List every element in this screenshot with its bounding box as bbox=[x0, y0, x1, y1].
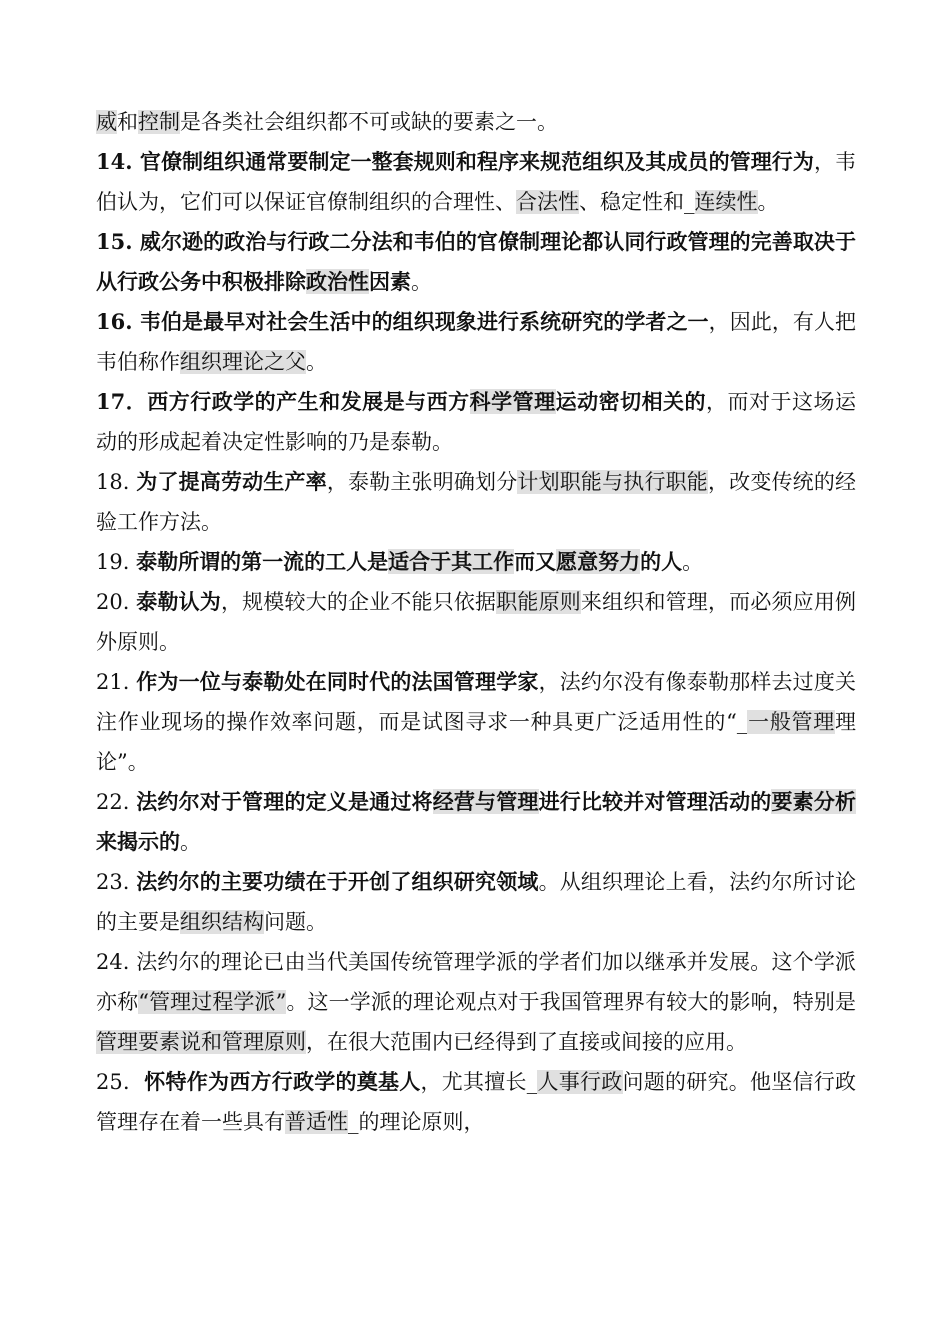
answer-highlight: 经营与管理 bbox=[432, 789, 539, 814]
text-segment: 问题的研究。他坚信行政管理存在着一些具有 bbox=[96, 1070, 857, 1134]
text-segment: 而又 bbox=[514, 549, 557, 574]
question-paragraph-p20 bbox=[96, 582, 856, 662]
text-segment: 进行比较并对管理活动的 bbox=[538, 789, 772, 814]
answer-highlight: 普适性 bbox=[285, 1110, 348, 1134]
text-segment: 法约尔对于管理的定义是通过将 bbox=[136, 789, 433, 814]
text-segment: 、稳定性和_ bbox=[579, 190, 695, 214]
text-segment: 16. 韦伯是最早对社会生活中的组织现象进行系统研究的学者之一 bbox=[96, 309, 709, 334]
document-page bbox=[96, 102, 856, 1142]
answer-highlight: 管理要素说和管理原则 bbox=[96, 1030, 306, 1054]
answer-highlight: 要素分析 bbox=[771, 789, 857, 814]
text-segment: ，泰勒主张明确划分 bbox=[326, 470, 518, 494]
question-paragraph-p18 bbox=[96, 462, 856, 542]
text-segment: 。 bbox=[757, 190, 779, 214]
text-segment: 。从组织理论上看，法约尔所讨论的主要是 bbox=[96, 870, 856, 934]
text-segment: 怀特作为西方行政学的奠基人 bbox=[144, 1069, 421, 1094]
text-segment: _的理论原则， bbox=[348, 1110, 485, 1134]
question-paragraph-p25 bbox=[96, 1062, 856, 1142]
text-segment: 问题。 bbox=[264, 910, 327, 934]
answer-highlight: 控制 bbox=[138, 110, 180, 134]
text-segment: 。 bbox=[180, 830, 201, 854]
question-paragraph-p15 bbox=[96, 222, 856, 302]
text-segment: 20. bbox=[96, 590, 137, 614]
text-segment: 因素 bbox=[369, 269, 411, 294]
question-paragraph-p23 bbox=[96, 862, 856, 942]
text-segment: ，而对于这场运动的形成起着决定性影响的乃是泰勒。 bbox=[96, 390, 857, 454]
answer-highlight: “管理过程学派” bbox=[138, 990, 287, 1014]
text-segment: ，法约尔没有像泰勒那样去过度关注作业现场的操作效率问题，而是试图寻求一种具更广泛适用性的“_ bbox=[96, 670, 856, 734]
answer-highlight: 组织理论之父 bbox=[180, 350, 306, 374]
answer-highlight: 职能原则 bbox=[496, 590, 581, 614]
text-segment: 15. 威尔逊的政治与行政二分法和韦伯的官僚制理论都认同行政管理的完善取决于从行政公务中积极排除 bbox=[96, 229, 856, 294]
text-segment: 17．西方行政学的产生和发展是与西方 bbox=[96, 389, 470, 414]
text-segment: 理论”。 bbox=[96, 710, 857, 774]
answer-highlight: 一般管理 bbox=[747, 710, 836, 734]
text-segment: ，韦伯认为，它们可以保证官僚制组织的合理性、 bbox=[96, 150, 857, 214]
text-segment: 21. bbox=[96, 670, 137, 694]
question-paragraph-p17 bbox=[96, 382, 856, 462]
text-segment: 18. bbox=[96, 470, 137, 494]
answer-highlight: 连续性 bbox=[694, 190, 758, 214]
text-segment: ，规模较大的企业不能只依据 bbox=[220, 590, 497, 614]
answer-highlight: 威 bbox=[96, 110, 117, 134]
text-segment: 23. bbox=[96, 870, 137, 894]
text-segment: 来组织和管理，而必须应用例外原则。 bbox=[96, 590, 857, 654]
text-segment: ，改变传统的经验工作方法。 bbox=[96, 470, 857, 534]
answer-highlight: 合法性 bbox=[516, 190, 579, 214]
text-segment: 和 bbox=[117, 110, 138, 134]
text-segment: 为了提高劳动生产率 bbox=[136, 469, 327, 494]
question-paragraph-p14 bbox=[96, 142, 856, 222]
text-segment: 。 bbox=[682, 550, 704, 574]
text-segment: 。这一学派的理论观点对于我国管理界有较大的影响，特别是 bbox=[286, 990, 856, 1014]
answer-highlight: 科学管理 bbox=[469, 389, 556, 414]
question-paragraph-p22 bbox=[96, 782, 856, 862]
text-segment: 运动密切相关的 bbox=[555, 389, 707, 414]
text-segment: ，因此，有人把韦伯称作 bbox=[96, 310, 857, 374]
question-paragraph-p19 bbox=[96, 542, 856, 582]
answer-highlight: 人事行政 bbox=[537, 1070, 623, 1094]
answer-highlight: 愿意努力 bbox=[556, 549, 641, 574]
text-segment: 25． bbox=[96, 1070, 145, 1094]
answer-highlight: 政治性 bbox=[306, 269, 369, 294]
question-paragraph-p16 bbox=[96, 302, 856, 382]
question-paragraph-p21 bbox=[96, 662, 856, 782]
text-segment: 来揭示的 bbox=[96, 829, 180, 854]
text-segment: 作为一位与泰勒处在同时代的法国管理学家 bbox=[136, 669, 539, 694]
text-segment: 法约尔的主要功绩在于开创了组织研究领域 bbox=[136, 869, 539, 894]
text-segment: 24. 法约尔的理论已由当代美国传统管理学派的学者们加以继承并发展。这个学派亦称 bbox=[96, 950, 856, 1014]
answer-highlight: 计划职能与执行职能 bbox=[517, 470, 708, 494]
text-segment: 是各类社会组织都不可或缺的要素之一。 bbox=[180, 110, 558, 134]
text-segment: 。 bbox=[411, 270, 432, 294]
text-segment: ，在很大范围内已经得到了直接或间接的应用。 bbox=[306, 1030, 747, 1054]
question-paragraph-p24 bbox=[96, 942, 856, 1062]
text-segment: 的人 bbox=[640, 549, 683, 574]
question-paragraph-p13 bbox=[96, 102, 856, 142]
text-segment: 19. bbox=[96, 550, 137, 574]
text-segment: 22. bbox=[96, 790, 137, 814]
text-segment: 泰勒所谓的第一流的工人是 bbox=[136, 549, 389, 574]
text-segment: 14. 官僚制组织通常要制定一整套规则和程序来规范组织及其成员的管理行为 bbox=[96, 149, 814, 174]
answer-highlight: 适合于其工作 bbox=[388, 549, 515, 574]
text-segment: ，尤其擅长_ bbox=[420, 1070, 538, 1094]
text-segment: 。 bbox=[306, 350, 327, 374]
text-segment: 泰勒认为 bbox=[136, 589, 221, 614]
answer-highlight: 组织结构 bbox=[180, 910, 264, 934]
